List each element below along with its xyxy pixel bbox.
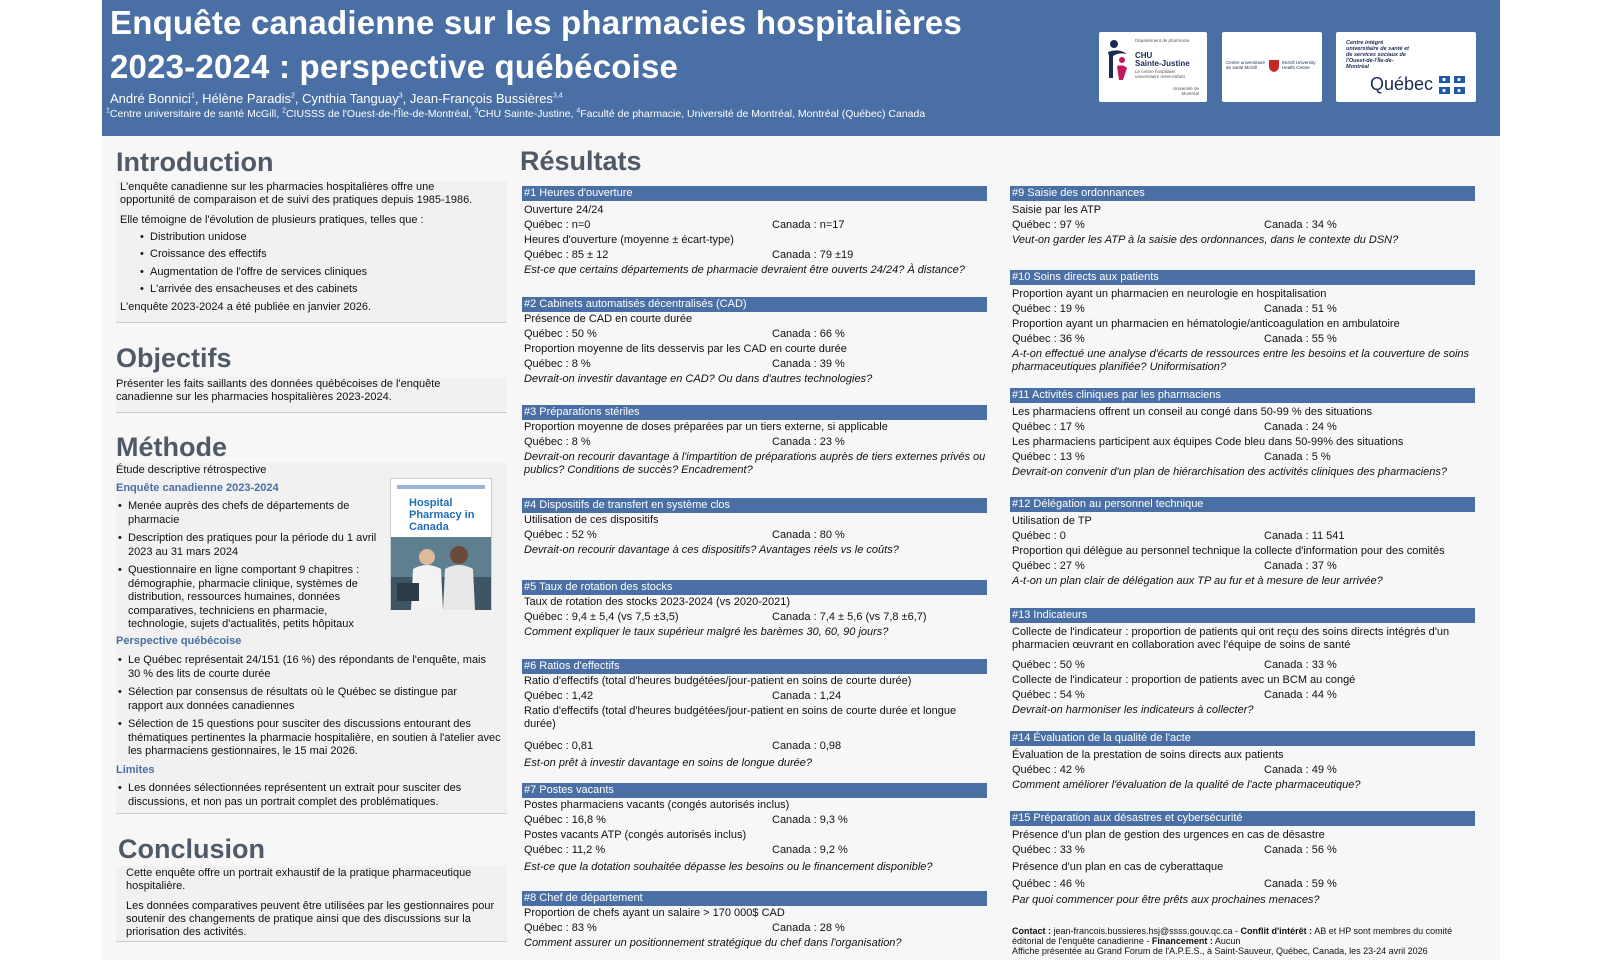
methode-bullet (118, 564, 383, 632)
bullet-dot-icon: • (118, 564, 122, 576)
result-row-label: Proportion de chefs ayant un salaire > 170 000$ CAD (524, 907, 785, 919)
result-header: #8 Chef de département (522, 891, 987, 906)
canada-value: Canada : 1,24 (772, 690, 842, 702)
quebec-value: Québec : 50 % (524, 328, 597, 340)
quebec-value: Québec : 85 ± 12 (524, 249, 609, 261)
intro-paragraph-3: L'enquête 2023-2024 a été publiée en janvier 2026. (120, 301, 372, 313)
methode-bullet (118, 532, 378, 559)
discussion-question: Devrait-on harmoniser les indicateurs à collecter? (1012, 704, 1254, 716)
quebec-value: Québec : 1,42 (524, 690, 594, 702)
bullet-text: Description des pratiques pour la période du 1 avril 2023 au 31 mars 2024 (128, 532, 377, 558)
result-row-label: Proportion moyenne de lits desservis par les CAD en courte durée (524, 343, 847, 355)
authors-line: André Bonnici$^1$, Hélène Paradis$^2$, Cynthia Tanguay$^3$, Jean-François Bussières$^{3,4}$ (110, 91, 563, 106)
result-header: #7 Postes vacants (522, 783, 987, 798)
contact-label: Contact : (1012, 926, 1051, 936)
result-row-label: Utilisation de ces dispositifs (524, 514, 659, 526)
introduction-box (116, 181, 507, 323)
bullet-dot-icon: • (118, 532, 122, 544)
contact-footer (1012, 926, 1482, 956)
resultats-title: Résultats (520, 146, 642, 176)
affil-sup: 2 (282, 107, 286, 115)
conclusion-box (116, 866, 507, 942)
bullet-text: Questionnaire en ligne comportant 9 chapitres : démographie, pharmacie clinique, systèmes de distribution, ressources humaines, données comparatives, techniciens en pharmacie, technologie, sujets d'actualités, petits hôpitaux (128, 564, 360, 630)
result-row-label: Collecte de l'indicateur : proportion de patients avec un BCM au congé (1012, 674, 1356, 686)
discussion-question: Comment assurer un positionnement stratégique du chef dans l'organisation? (524, 937, 902, 949)
result-row-label: Postes vacants ATP (congés autorisés inclus) (524, 829, 747, 841)
canada-value: Canada : 56 % (1264, 844, 1337, 856)
result-row-label: Ratio d'effectifs (total d'heures budgétées/jour-patient en soins de courte durée et longue durée) (524, 705, 957, 730)
canada-value: Canada : 9,2 % (772, 844, 848, 856)
result-header: #9 Saisie des ordonnances (1010, 186, 1475, 201)
methode-bullet (118, 686, 488, 713)
canada-value: Canada : 11 541 (1264, 530, 1345, 542)
author-name: Jean-François Bussières (409, 91, 553, 106)
author-name: Hélène Paradis (202, 91, 291, 106)
result-row-label: Évaluation de la prestation de soins directs aux patients (1012, 749, 1284, 761)
bullet-dot-icon: • (140, 266, 144, 278)
result-row-label: Ratio d'effectifs (total d'heures budgétées/jour-patient en soins de courte durée) (524, 675, 912, 687)
quebec-value: Québec : 0,81 (524, 740, 594, 752)
canada-value: Canada : 33 % (1264, 659, 1337, 671)
result-header: #6 Ratios d'effectifs (522, 659, 987, 674)
financement-label: Financement : (1151, 936, 1213, 946)
discussion-question: Devrait-on recourir davantage à l'impartition de préparations auprès de tiers externes privés ou publics? Conditions de succès? Encadrement? (524, 451, 986, 476)
result-header: #10 Soins directs aux patients (1010, 270, 1475, 285)
bullet-text: Distribution unidose (150, 231, 247, 243)
quebec-value: Québec : 13 % (1012, 451, 1085, 463)
result-row-label: Les pharmaciens participent aux équipes Code bleu dans 50-99% des situations (1012, 436, 1404, 448)
bullet-dot-icon: • (118, 718, 122, 730)
book-photo-illustration-icon (391, 537, 491, 610)
affil-sup: 1 (106, 107, 110, 115)
canada-value: Canada : 59 % (1264, 878, 1337, 890)
canada-value: Canada : 23 % (772, 436, 845, 448)
canada-value: Canada : 49 % (1264, 764, 1337, 776)
conclusion-paragraph-2: Les données comparatives peuvent être utilisées par les gestionnaires pour soutenir des changements de pratique ainsi que des discussions sur la priorisation des activités. (126, 900, 495, 938)
methode-title: Méthode (116, 432, 227, 462)
result-header: #15 Préparation aux désastres et cybersécurité (1010, 811, 1475, 826)
intro-bullet (140, 248, 267, 262)
affil-text: CHU Sainte-Justine, (478, 108, 577, 120)
quebec-value: Québec : 17 % (1012, 421, 1085, 433)
bullet-dot-icon: • (140, 231, 144, 243)
discussion-question: Est-ce que certains départements de pharmacie devraient être ouverts 24/24? À distance? (524, 264, 965, 276)
intro-bullet (140, 283, 358, 297)
canada-value: Canada : 37 % (1264, 560, 1337, 572)
sj-sub-text: Le centre hospitalier universitaire mère-enfant (1135, 69, 1185, 79)
objectifs-title: Objectifs (116, 343, 232, 373)
mcgill-left-text: Centre universitaire de santé McGill (1226, 60, 1266, 70)
discussion-question: Devrait-on convenir d'un plan de hiérarchisation des activités cliniques des pharmaciens? (1012, 466, 1448, 478)
canada-value: Canada : 44 % (1264, 689, 1337, 701)
introduction-title: Introduction (116, 147, 274, 177)
poster-title-line2: 2023-2024 : perspective québécoise (110, 48, 679, 85)
conflict-text: AB et HP sont membres du comité éditorial de l'enquête canadienne - (1012, 926, 1453, 946)
discussion-question: Est-on prêt à investir davantage en soins de longue durée? (524, 757, 813, 769)
discussion-question: Devrait-on recourir davantage à ces dispositifs? Avantages réels vs le coûts? (524, 544, 899, 556)
discussion-question: A-t-on effectué une analyse d'écarts de ressources entre les besoins et la couverture de soins pharmaceutiques planifiée? Uniformisation? (1012, 348, 1470, 373)
quebec-wordmark: Québec (1370, 74, 1434, 94)
header-banner (102, 0, 1500, 136)
book-title: Hospital Pharmacy in Canada (409, 497, 475, 533)
mcgill-shield-icon (1268, 59, 1280, 73)
ciusss-text: Centre intégré universitaire de santé et de services sociaux de l'Ouest-de-l'Île-de-Montréal (1346, 40, 1409, 70)
quebec-value: Québec : 97 % (1012, 219, 1085, 231)
discussion-question: Veut-on garder les ATP à la saisie des ordonnances, dans le contexte du DSN? (1012, 234, 1399, 246)
discussion-question: Par quoi commencer pour être prêts aux prochaines menaces? (1012, 894, 1320, 906)
quebec-value: Québec : 9,4 ± 5,4 (vs 7,5 ±3,5) (524, 611, 679, 623)
result-header: #1 Heures d'ouverture (522, 186, 987, 201)
author-sup: 2 (290, 92, 295, 100)
methode-sub-enquete: Enquête canadienne 2023-2024 (116, 482, 279, 494)
financement-text: Aucun (1212, 936, 1241, 946)
bullet-text: Augmentation de l'offre de services cliniques (150, 266, 368, 278)
sj-name1: CHU (1135, 51, 1153, 60)
methode-bullet (118, 654, 498, 681)
quebec-value: Québec : 36 % (1012, 333, 1085, 345)
canada-value: Canada : 28 % (772, 922, 845, 934)
result-header: #13 Indicateurs (1010, 608, 1475, 623)
affil-sup: 4 (576, 107, 581, 115)
bullet-text: Croissance des effectifs (150, 248, 267, 260)
canada-value: Canada : 51 % (1264, 303, 1337, 315)
discussion-question: Comment améliorer l'évaluation de la qualité de l'acte pharmaceutique? (1012, 779, 1361, 791)
result-row-label: Proportion ayant un pharmacien en hématologie/anticoagulation en ambulatoire (1012, 318, 1400, 330)
bullet-text: Sélection par consensus de résultats où le Québec se distingue par rapport aux données canadiennes (128, 686, 457, 712)
quebec-value: Québec : 83 % (524, 922, 597, 934)
methode-bullet (118, 782, 498, 809)
bullet-text: L'arrivée des ensacheuses et des cabinets (150, 283, 358, 295)
bullet-dot-icon: • (118, 782, 122, 794)
bullet-text: Les données sélectionnées représentent un extrait pour susciter des discussions, et non pas un portrait complet des problématiques. (128, 782, 462, 808)
result-row-label: Proportion qui délègue au personnel technique la collecte d'information pour des comités (1012, 545, 1445, 557)
canada-value: Canada : 66 % (772, 328, 845, 340)
quebec-value: Québec : 52 % (524, 529, 597, 541)
author-name: Cynthia Tanguay (302, 91, 399, 106)
methode-sub-perspective: Perspective québécoise (116, 635, 242, 647)
affil-text: CIUSSS de l'Ouest-de-l'Île-de-Montréal, (285, 108, 475, 120)
discussion-question: Est-ce que la dotation souhaitée dépasse les besoins ou le financement disponible? (524, 861, 933, 873)
canada-value: Canada : 79 ±19 (772, 249, 854, 261)
objectifs-text: Présenter les faits saillants des données québécoises de l'enquête canadienne sur les pharmacies hospitalières 2023-2024. (116, 378, 441, 403)
bullet-dot-icon: • (118, 500, 122, 512)
hospital-pharmacy-book-cover (390, 478, 492, 610)
bullet-dot-icon: • (140, 283, 144, 295)
sj-univ-text: Université de Montréal (1172, 86, 1199, 96)
discussion-question: Comment expliquer le taux supérieur malgré les barèmes 30, 60, 90 jours? (524, 626, 889, 638)
quebec-value: Québec : 11,2 % (524, 844, 606, 856)
quebec-value: Québec : 16,8 % (524, 814, 606, 826)
discussion-question: Devrait-on investir davantage en CAD? Ou dans d'autres technologies? (524, 373, 873, 385)
quebec-value: Québec : 8 % (524, 436, 591, 448)
quebec-value: Québec : 46 % (1012, 878, 1085, 890)
quebec-value: Québec : n=0 (524, 219, 591, 231)
result-row-label: Postes pharmaciens vacants (congés autorisés inclus) (524, 799, 790, 811)
mcgill-right-text: McGill University Health Centre (1282, 60, 1316, 70)
result-header: #11 Activités cliniques par les pharmaciens (1010, 388, 1475, 403)
result-row-label: Présence d'un plan en cas de cyberattaque (1012, 861, 1224, 873)
author-sup: 3,4 (552, 92, 563, 100)
methode-bullet (118, 500, 378, 527)
poster-title-line1: Enquête canadienne sur les pharmacies hospitalières (110, 4, 963, 41)
affil-sup: 3 (474, 107, 479, 115)
objectifs-box (116, 377, 507, 413)
poster (102, 0, 1500, 960)
quebec-value: Québec : 27 % (1012, 560, 1085, 572)
bullet-dot-icon: • (118, 686, 122, 698)
intro-paragraph-1: L'enquête canadienne sur les pharmacies hospitalières offre une opportunité de comparaison et de suivi des pratiques depuis 1985-1986. (120, 181, 473, 206)
canada-value: Canada : 9,3 % (772, 814, 848, 826)
quebec-value: Québec : 33 % (1012, 844, 1085, 856)
result-header: #3 Préparations stériles (522, 405, 987, 420)
author-sup: 3 (398, 92, 403, 100)
result-header: #4 Dispositifs de transfert en système clos (522, 498, 987, 513)
bullet-dot-icon: • (118, 654, 122, 666)
canada-value: Canada : 0,98 (772, 740, 842, 752)
result-row-label: Utilisation de TP (1012, 515, 1092, 527)
discussion-question: A-t-on un plan clair de délégation aux TP au fur et à mesure de leur arrivée? (1012, 575, 1383, 587)
canada-value: Canada : 55 % (1264, 333, 1337, 345)
affil-text: Centre universitaire de santé McGill, (109, 108, 283, 120)
intro-bullet (140, 266, 368, 280)
conflict-label: Conflit d'intérêt : (1240, 926, 1313, 936)
ciusss-quebec-logo (1336, 32, 1476, 102)
result-row-label: Proportion ayant un pharmacien en neurologie en hospitalisation (1012, 288, 1327, 300)
quebec-value: Québec : 8 % (524, 358, 591, 370)
quebec-value: Québec : 0 (1012, 530, 1066, 542)
result-row-label: Présence de CAD en courte durée (524, 313, 693, 325)
bullet-text: Le Québec représentait 24/151 (16 %) des répondants de l'enquête, mais 30 % des lits de courte durée (128, 654, 486, 680)
quebec-value: Québec : 50 % (1012, 659, 1085, 671)
result-header: #12 Délégation au personnel technique (1010, 497, 1475, 512)
bullet-dot-icon: • (140, 248, 144, 260)
canada-value: Canada : 34 % (1264, 219, 1337, 231)
affil-text: Faculté de pharmacie, Université de Montréal, Montréal (Québec) Canada (580, 108, 926, 120)
canada-value: Canada : 7,4 ± 5,6 (vs 7,8 ±6,7) (772, 611, 927, 623)
contact-email: jean-francois.bussieres.hsj@ssss.gouv.qc.ca - (1051, 926, 1241, 936)
intro-paragraph-2: Elle témoigne de l'évolution de plusieurs pratiques, telles que : (120, 214, 424, 226)
sj-dept-text: Département de pharmacie (1135, 38, 1190, 43)
methode-bullet (118, 718, 503, 759)
conclusion-paragraph-1: Cette enquête offre un portrait exhaustif de la pratique pharmaceutique hospitalière. (126, 867, 472, 892)
bullet-text: Sélection de 15 questions pour susciter des discussions entourant des thématiques pertinentes la pharmacie hospitalière, en soutien à l'atelier avec les pharmaciens gestionnaires, le 15 mai 2026. (128, 718, 501, 757)
canada-value: Canada : 39 % (772, 358, 845, 370)
result-row-label: Collecte de l'indicateur : proportion de patients qui ont reçu des soins directs intégrés d'un pharmacien œuvrant en collaboration avec l'équipe de soins de santé (1012, 626, 1450, 651)
result-row-label: Ouverture 24/24 (524, 204, 604, 216)
mcgill-muhc-logo (1222, 32, 1322, 102)
author-sup: 1 (190, 92, 195, 100)
sj-name2: Sainte-Justine (1135, 59, 1190, 68)
canada-value: Canada : 24 % (1264, 421, 1337, 433)
methode-sub-limites: Limites (116, 764, 155, 776)
result-header: #5 Taux de rotation des stocks (522, 580, 987, 595)
quebec-value: Québec : 54 % (1012, 689, 1085, 701)
poster-presented-text: Affiche présentée au Grand Forum de l'A.P.E.S., à Saint-Sauveur, Québec, Canada, les 23-24 avril 2026 (1012, 946, 1428, 956)
quebec-value: Québec : 19 % (1012, 303, 1085, 315)
affiliations-line (106, 108, 925, 120)
intro-bullet (140, 231, 247, 245)
sainte-justine-symbol-icon (1105, 38, 1131, 82)
author-name: André Bonnici (110, 91, 191, 106)
quebec-value: Québec : 42 % (1012, 764, 1085, 776)
chu-sainte-justine-logo (1099, 32, 1207, 102)
result-row-label: Taux de rotation des stocks 2023-2024 (vs 2020-2021) (524, 596, 790, 608)
methode-intro: Étude descriptive rétrospective (116, 464, 267, 476)
result-row-label: Proportion moyenne de doses préparées par un tiers externe, si applicable (524, 421, 888, 433)
bullet-text: Menée auprès des chefs de départements de pharmacie (128, 500, 350, 526)
result-row-label: Les pharmaciens offrent un conseil au congé dans 50-99 % des situations (1012, 406, 1372, 418)
canada-value: Canada : 80 % (772, 529, 845, 541)
canada-value: Canada : 5 % (1264, 451, 1331, 463)
result-header: #14 Évaluation de la qualité de l'acte (1010, 731, 1475, 746)
conclusion-title: Conclusion (118, 834, 265, 864)
canada-value: Canada : n=17 (772, 219, 845, 231)
result-row-label: Saisie par les ATP (1012, 204, 1102, 216)
result-header: #2 Cabinets automatisés décentralisés (CAD) (522, 297, 987, 312)
result-row-label: Présence d'un plan de gestion des urgences en cas de désastre (1012, 829, 1325, 841)
result-row-label: Heures d'ouverture (moyenne ± écart-type) (524, 234, 734, 246)
quebec-flag-icon (1439, 76, 1465, 94)
book-top-bar (397, 485, 485, 489)
